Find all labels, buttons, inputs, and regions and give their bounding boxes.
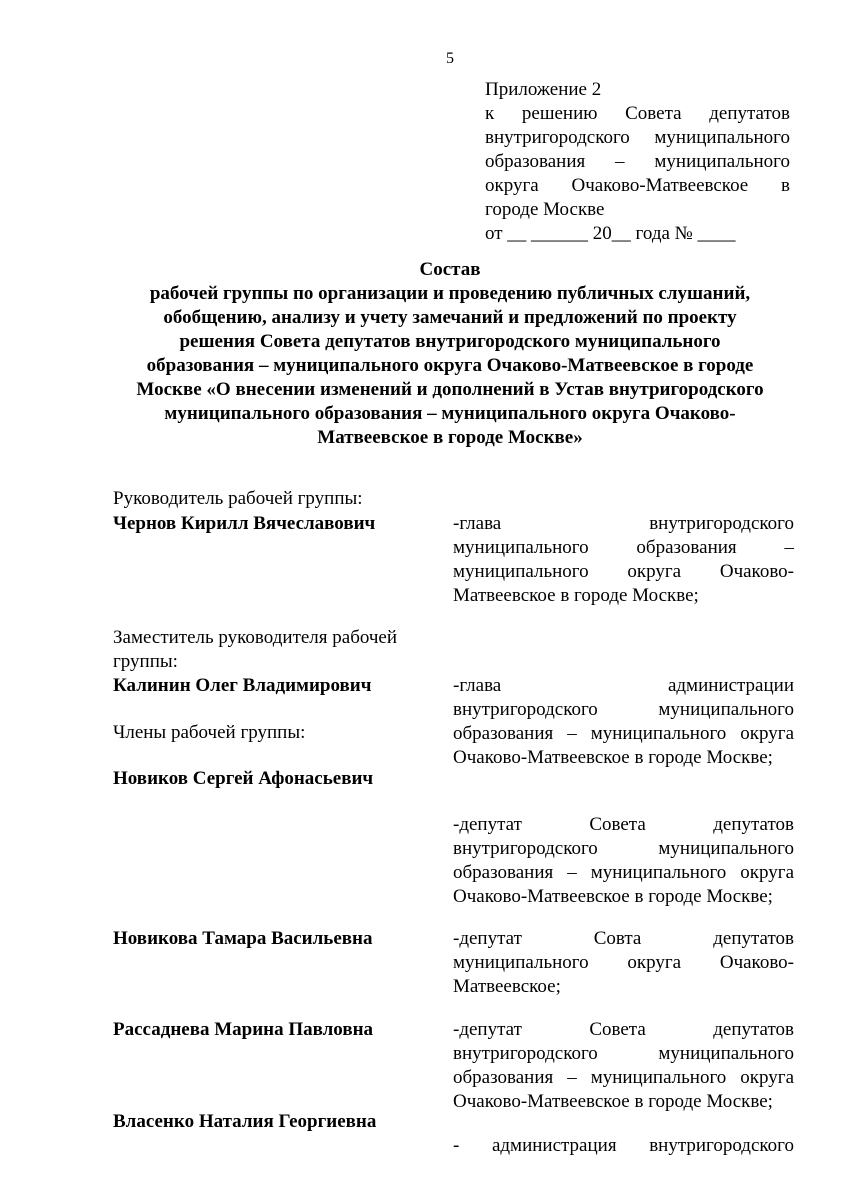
description-line: - администрация внутригородского	[453, 1135, 794, 1156]
person-name: Чернов Кирилл Вячеславович	[113, 513, 376, 534]
description-line: -депутат Совета депутатов	[453, 814, 794, 835]
description-line: -глава внутригородского	[453, 513, 794, 534]
description-line: Матвеевское в городе Москве;	[453, 585, 699, 606]
description-line: Очаково-Матвеевское в городе Москве;	[453, 886, 773, 907]
person-description	[453, 813, 794, 909]
description-line: образования – муниципального округа	[453, 1067, 794, 1088]
appendix-line: к решению Совета депутатов	[485, 103, 790, 124]
person-name: Рассаднева Марина Павловна	[113, 1019, 374, 1040]
person-name: Калинин Олег Владимирович	[113, 675, 372, 696]
title-line: образования – муниципального округа Очаково-Матвеевское в городе	[146, 355, 754, 376]
appendix-line: городе Москве	[485, 199, 605, 220]
person-name: Новикова Тамара Васильевна	[113, 928, 373, 949]
description-line: муниципального округа Очаково-	[453, 952, 794, 973]
title-line: Москве «О внесении изменений и дополнений в Устав внутригородского	[136, 379, 764, 400]
appendix-line: образования – муниципального	[485, 151, 790, 172]
description-line: Очаково-Матвеевское в городе Москве;	[453, 747, 773, 768]
page-number: 5	[446, 50, 454, 67]
description-line: муниципального образования –	[453, 537, 794, 558]
role-deputy-label: Заместитель руководителя рабочей	[113, 627, 398, 648]
person-description	[453, 927, 794, 999]
description-line: внутригородского муниципального	[453, 699, 794, 720]
description-line: Матвеевское;	[453, 976, 561, 997]
document-title	[100, 258, 800, 450]
appendix-line: от __ ______ 20__ года № ____	[485, 223, 736, 244]
description-line: -депутат Совта депутатов	[453, 928, 794, 949]
appendix-header	[485, 78, 790, 246]
description-line: муниципального округа Очаково-	[453, 561, 794, 582]
person-description	[453, 512, 794, 608]
person-description	[453, 1018, 794, 1114]
person-description	[453, 674, 794, 770]
appendix-line: внутригородского муниципального	[485, 127, 790, 148]
title-line: рабочей группы по организации и проведению публичных слушаний,	[149, 283, 751, 304]
title-line: муниципального образования – муниципального округа Очаково-	[164, 403, 736, 424]
role-head-label: Руководитель рабочей группы:	[113, 488, 363, 509]
title-line: Матвеевское в городе Москве»	[317, 427, 583, 448]
appendix-line: округа Очаково-Матвеевское в	[485, 175, 790, 196]
person-description	[453, 1134, 794, 1158]
person-name: Новиков Сергей Афонасьевич	[113, 768, 374, 789]
appendix-line: Приложение 2	[485, 79, 602, 100]
role-members-label: Члены рабочей группы:	[113, 722, 306, 743]
description-line: Очаково-Матвеевское в городе Москве;	[453, 1091, 773, 1112]
description-line: образования – муниципального округа	[453, 723, 794, 744]
description-line: -глава администрации	[453, 675, 794, 696]
description-line: -депутат Совета депутатов	[453, 1019, 794, 1040]
title-line: обобщению, анализу и учету замечаний и предложений по проекту	[163, 307, 737, 328]
title-line: решения Совета депутатов внутригородского муниципального	[179, 331, 721, 352]
role-deputy-label-cont: группы:	[113, 651, 178, 672]
description-line: внутригородского муниципального	[453, 1043, 794, 1064]
title-line: Состав	[419, 259, 481, 280]
description-line: образования – муниципального округа	[453, 862, 794, 883]
person-name: Власенко Наталия Георгиевна	[113, 1111, 377, 1132]
description-line: внутригородского муниципального	[453, 838, 794, 859]
